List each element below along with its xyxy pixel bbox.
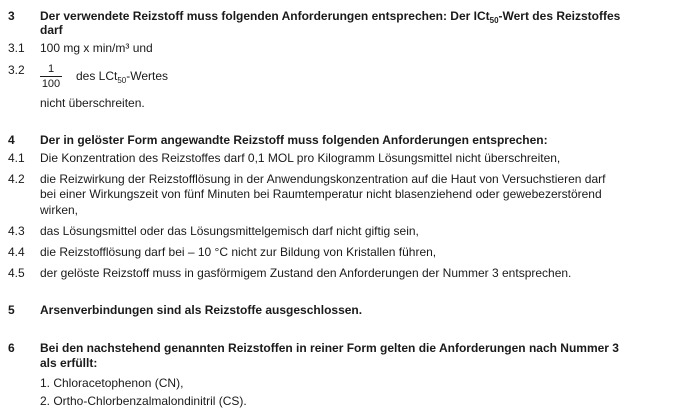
item-number: 4.1 bbox=[8, 151, 25, 165]
section-number: 5 bbox=[8, 303, 15, 317]
fraction-denominator: 100 bbox=[41, 78, 61, 90]
item-text: bei einer Wirkungszeit von fünf Minuten bei Raumtemperatur nicht blasenziehend oder gewebezerstörend bbox=[40, 187, 602, 201]
subscript: 50 bbox=[489, 16, 499, 25]
section-3-heading-text: Der verwendete Reizstoff muss folgenden Anforderungen entsprechen: Der ICt bbox=[40, 9, 490, 23]
list-item-text: 2. Ortho-Chlorbenzalmalondinitril (CS). bbox=[40, 394, 247, 408]
item-number: 4.2 bbox=[8, 172, 25, 186]
item-number: 3.2 bbox=[8, 63, 25, 77]
item-number: 4.5 bbox=[8, 266, 25, 280]
fraction bbox=[40, 63, 62, 90]
section-4-heading-text: Der in gelöster Form angewandte Reizstoff muss folgenden Anforderungen entsprechen: bbox=[40, 133, 548, 147]
item-number: 4.3 bbox=[8, 224, 25, 238]
item-text-end: -Wertes bbox=[126, 69, 169, 83]
section-number: 3 bbox=[8, 9, 15, 23]
subscript: 50 bbox=[117, 76, 127, 85]
item-text: wirken, bbox=[40, 203, 79, 217]
item-3-2 bbox=[0, 62, 700, 90]
item-text: des LCt bbox=[76, 69, 118, 83]
item-text: Die Konzentration des Reizstoffes darf 0,1 MOL pro Kilogramm Lösungsmittel nicht überschreiten, bbox=[40, 151, 561, 165]
section-6-heading-text: Bei den nachstehend genannten Reizstoffen in reiner Form gelten die Anforderungen nach Nummer 3 bbox=[40, 341, 619, 355]
item-text: das Lösungsmittel oder das Lösungsmittelgemisch darf nicht giftig sein, bbox=[40, 224, 419, 238]
section-number: 6 bbox=[8, 341, 15, 355]
section-3-heading-text-end: -Wert des Reizstoffes bbox=[498, 9, 621, 23]
list-item-text: 1. Chloracetophenon (CN), bbox=[40, 376, 184, 390]
section-6-heading-text-line2: als erfüllt: bbox=[40, 356, 98, 370]
fraction-numerator: 1 bbox=[40, 63, 62, 77]
item-number: 4.4 bbox=[8, 245, 25, 259]
item-text: die Reizwirkung der Reizstofflösung in der Anwendungskonzentration auf die Haut von Versuchstieren darf bbox=[40, 172, 606, 186]
item-number: 3.1 bbox=[8, 41, 25, 55]
closing-text: nicht überschreiten. bbox=[40, 96, 145, 110]
item-text: die Reizstofflösung darf bei – 10 °C nicht zur Bildung von Kristallen führen, bbox=[40, 245, 437, 259]
item-text: 100 mg x min/m³ und bbox=[40, 41, 153, 55]
section-3-heading-text-line2: darf bbox=[40, 23, 63, 37]
section-5-heading-text: Arsenverbindungen sind als Reizstoffe ausgeschlossen. bbox=[40, 303, 363, 317]
section-number: 4 bbox=[8, 133, 15, 147]
item-text: der gelöste Reizstoff muss in gasförmigem Zustand den Anforderungen der Nummer 3 entsprechen. bbox=[40, 266, 572, 280]
